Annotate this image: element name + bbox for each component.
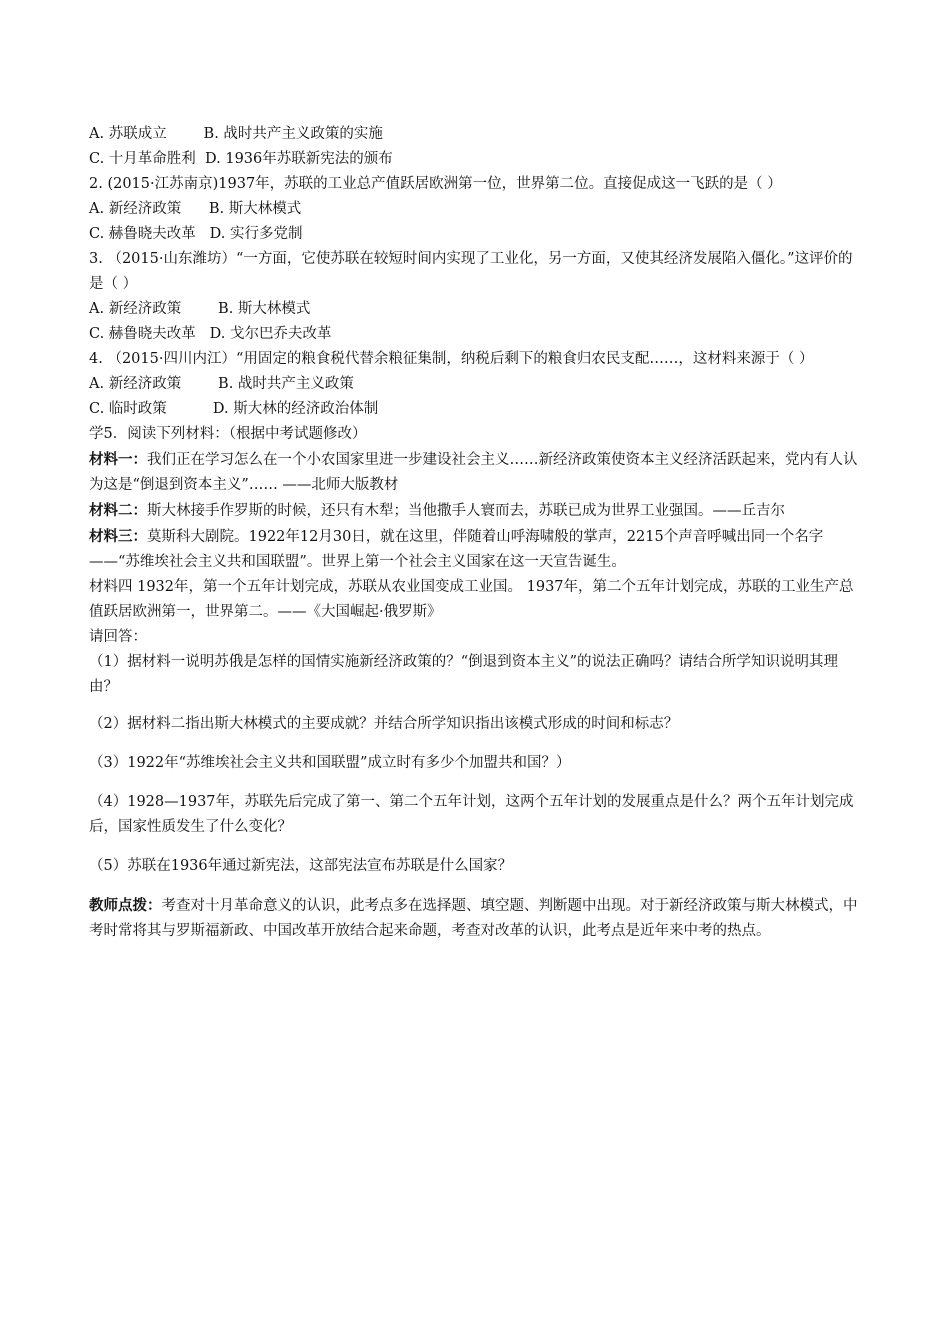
q4-stem: 4. （2015·四川内江）“用固定的粮食税代替余粮征集制，纳税后剩下的粮食归农民支配……，这材料来源于（ ） xyxy=(89,351,814,367)
material-1 xyxy=(89,447,864,498)
q2-stem: 2. (2015·江苏南京)1937年，苏联的工业总产值跃居欧洲第一位，世界第二位。直接促成这一飞跃的是（ ） xyxy=(89,176,782,192)
worksheet-page xyxy=(89,122,864,944)
q5-title: 学5．阅读下列材料：（根据中考试题修改） xyxy=(89,426,367,442)
sub-question-2: （2）据材料二指出斯大林模式的主要成就？并结合所学知识指出该模式形成的时间和标志？ xyxy=(89,716,679,732)
sub-question-5: （5）苏联在1936年通过新宪法，这部宪法宣布苏联是什么国家？ xyxy=(89,858,513,874)
material-2-label: 材料二： xyxy=(89,502,147,519)
sub-question-3: （3）1922年“苏维埃社会主义共和国联盟”成立时有多少个加盟共和国？） xyxy=(89,755,571,771)
teacher-tip-label: 教师点拨： xyxy=(89,897,162,914)
q3-options-line2: C. 赫鲁晓夫改革 D. 戈尔巴乔夫改革 xyxy=(89,326,332,342)
material-3 xyxy=(89,524,864,575)
material-3-text: 莫斯科大剧院。1922年12月30日，就在这里，伴随着山呼海啸般的掌声，2215个声音呼喊出同一个名字——“苏维埃社会主义共和国联盟”。世界上第一个社会主义国家在这一天宣告诞生。 xyxy=(89,529,824,570)
answer-prompt: 请回答： xyxy=(89,629,147,645)
material-1-label: 材料一： xyxy=(89,451,147,468)
q1-options-line1: A. 苏联成立 B. 战时共产主义政策的实施 xyxy=(89,126,383,142)
sub-question-4: （4）1928—1937年，苏联先后完成了第一、第二个五年计划，这两个五年计划的发展重点是什么？两个五年计划完成后，国家性质发生了什么变化？ xyxy=(89,794,854,835)
q3-stem: 3. （2015·山东潍坊）“一方面，它使苏联在较短时间内实现了工业化，另一方面，又使其经济发展陷入僵化。”这评价的是（ ） xyxy=(89,251,853,292)
q3-options-line1: A. 新经济政策 B. 斯大林模式 xyxy=(89,301,311,317)
material-2 xyxy=(89,498,864,524)
q2-options-line1: A. 新经济政策 B. 斯大林模式 xyxy=(89,201,302,217)
q4-options-line1: A. 新经济政策 B. 战时共产主义政策 xyxy=(89,376,354,392)
sub-question-1: （1）据材料一说明苏俄是怎样的国情实施新经济政策的？“倒退到资本主义”的说法正确吗？请结合所学知识说明其理由？ xyxy=(89,654,839,695)
q4-options-line2: C. 临时政策 D. 斯大林的经济政治体制 xyxy=(89,401,379,417)
material-1-text: 我们正在学习怎么在一个小农国家里进一步建设社会主义……新经济政策使资本主义经济活跃起来，党内有人认为这是“倒退到资本主义”…… ——北师大版教材 xyxy=(89,452,858,493)
q2-options-line2: C. 赫鲁晓夫改革 D. 实行多党制 xyxy=(89,226,303,242)
q1-options-line2: C. 十月革命胜利 D. 1936年苏联新宪法的颁布 xyxy=(89,151,393,167)
teacher-tip xyxy=(89,893,864,944)
material-4: 材料四 1932年，第一个五年计划完成，苏联从农业国变成工业国。 1937年，第二个五年计划完成，苏联的工业生产总值跃居欧洲第一，世界第二。——《大国崛起·俄罗斯》 xyxy=(89,579,854,620)
material-2-text: 斯大林接手作罗斯的时候，还只有木犁；当他撒手人寰而去，苏联已成为世界工业强国。——丘吉尔 xyxy=(147,503,785,519)
material-3-label: 材料三： xyxy=(89,528,147,545)
teacher-tip-text: 考查对十月革命意义的认识，此考点多在选择题、填空题、判断题中出现。对于新经济政策与斯大林模式，中考时常将其与罗斯福新政、中国改革开放结合起来命题，考查对改革的认识，此考点是近年来中考的热点。 xyxy=(89,898,858,939)
